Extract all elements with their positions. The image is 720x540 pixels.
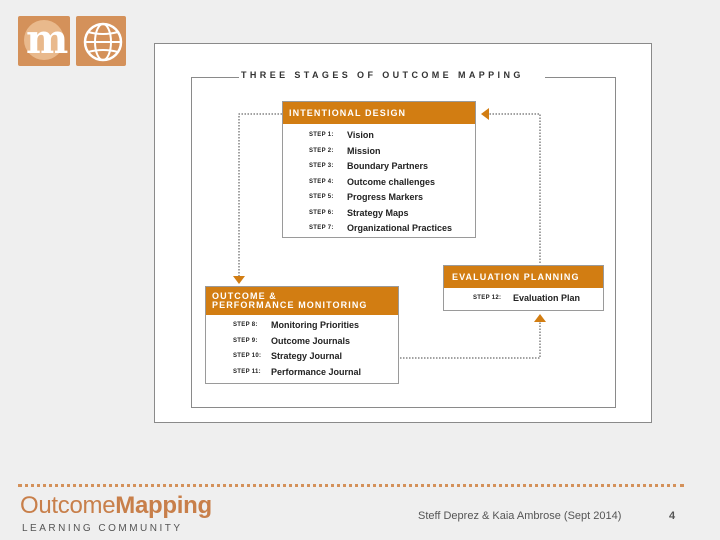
step-number: STEP 2:	[309, 147, 334, 154]
step-number: STEP 8:	[233, 322, 258, 328]
stage-header-line1: OUTCOME &	[212, 291, 277, 301]
step-number: STEP 10:	[233, 353, 262, 359]
om-logo-m	[18, 16, 70, 66]
step-item	[283, 222, 475, 238]
brand-wordmark	[20, 492, 212, 520]
step-number: STEP 9:	[233, 337, 258, 344]
step-name: Strategy Journal	[271, 351, 343, 361]
step-number: STEP 6:	[309, 209, 334, 216]
step-item	[283, 176, 475, 192]
stage-header: EVALUATION PLANNING	[444, 266, 603, 288]
step-item	[283, 207, 475, 223]
stage-header-line2: PERFORMANCE MONITORING	[212, 300, 368, 310]
step-name: Strategy Maps	[347, 207, 409, 218]
stage-header: INTENTIONAL DESIGN	[283, 102, 475, 124]
step-number: STEP 12:	[473, 295, 502, 301]
step-item	[283, 191, 475, 207]
page-number: 4	[669, 510, 676, 522]
step-item	[283, 160, 475, 176]
step-name: Progress Markers	[347, 192, 424, 202]
title-rule-right	[545, 77, 616, 78]
step-item	[444, 292, 603, 308]
step-number: STEP 11:	[233, 368, 261, 375]
step-list	[206, 319, 398, 381]
step-name: Mission	[347, 145, 381, 156]
title-rule-left	[191, 77, 239, 78]
step-number: STEP 3:	[309, 163, 334, 169]
step-name: Outcome challenges	[347, 176, 436, 187]
stage-evaluation-planning	[443, 265, 604, 311]
step-item	[206, 350, 398, 366]
step-name: Boundary Partners	[347, 161, 429, 171]
diagram-title: THREE STAGES OF OUTCOME MAPPING	[241, 70, 524, 80]
step-name: Vision	[347, 130, 374, 140]
brand-part2: Mapping	[115, 492, 212, 519]
step-number: STEP 5:	[309, 194, 334, 200]
step-name: Organizational Practices	[347, 223, 453, 233]
step-name: Outcome Journals	[271, 335, 351, 346]
logo-m-letter: m	[26, 16, 69, 63]
step-number: STEP 1:	[309, 132, 334, 138]
footer-dotted-rule	[18, 484, 684, 487]
stage-outcome-performance-monitoring	[205, 286, 399, 384]
step-name: Performance Journal	[271, 366, 362, 377]
step-list	[444, 292, 603, 308]
step-name: Monitoring Priorities	[271, 320, 360, 330]
step-item	[206, 335, 398, 351]
brand-tagline: LEARNING COMMUNITY	[22, 523, 183, 534]
stage-header	[206, 287, 398, 315]
step-name: Evaluation Plan	[513, 293, 581, 303]
step-item	[206, 319, 398, 335]
step-number: STEP 4:	[309, 178, 334, 185]
globe-icon	[76, 16, 126, 66]
step-number: STEP 7:	[309, 225, 334, 231]
brand-part1: Outcome	[20, 492, 116, 519]
step-item	[283, 145, 475, 161]
step-item	[283, 129, 475, 145]
slide-credit: Steff Deprez & Kaia Ambrose (Sept 2014)	[418, 510, 622, 522]
stage-intentional-design	[282, 101, 476, 238]
step-list	[283, 129, 475, 238]
step-item	[206, 366, 398, 382]
